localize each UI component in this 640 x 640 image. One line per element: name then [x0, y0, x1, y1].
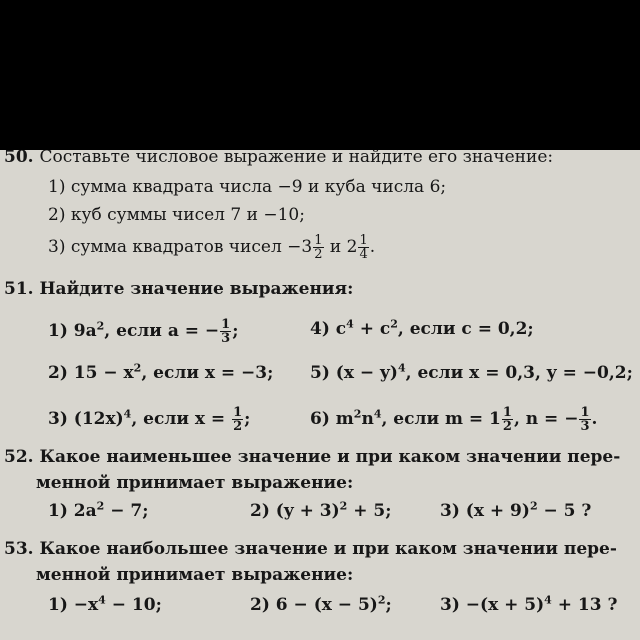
- item-text: 1) 9a: [48, 321, 97, 341]
- exponent: 4: [544, 593, 552, 607]
- exponent: 2: [96, 319, 105, 333]
- item-text: , n = −: [513, 409, 579, 429]
- problem-52-item-2: [250, 500, 392, 522]
- fraction: [579, 406, 590, 433]
- exponent: 4: [98, 593, 106, 607]
- numerator: 1: [502, 405, 512, 420]
- problem-51-item-5: [310, 362, 633, 384]
- item-text: , если m = 1: [381, 409, 501, 429]
- exponent: 2: [133, 361, 142, 375]
- numerator: 1: [314, 233, 323, 248]
- exponent: 4: [373, 407, 382, 421]
- exponent: 2: [353, 407, 362, 421]
- item-text: , если x = −3;: [141, 363, 274, 383]
- problem-53-title-cont: менной принимает выражение:: [36, 565, 354, 585]
- item-text: 3) −(x + 5): [440, 595, 545, 615]
- problem-50-header: [4, 150, 553, 168]
- exponent: 4: [346, 317, 354, 331]
- problem-53-item-1: [48, 594, 162, 616]
- exponent: 2: [529, 499, 538, 513]
- exponent: 2: [339, 499, 348, 513]
- fraction: [313, 234, 323, 261]
- denominator: 2: [233, 419, 243, 434]
- numerator: 1: [359, 233, 368, 248]
- item-text: , если a = −: [104, 321, 220, 341]
- problem-53-header: [4, 538, 617, 560]
- problem-title: Какое наибольшее значение и при каком значении пере-: [39, 539, 617, 559]
- item-text: 3) сумма квадратов чисел −3: [48, 237, 313, 257]
- fraction: [358, 234, 368, 261]
- problem-number: 52.: [4, 447, 34, 467]
- item-text: + 13 ?: [551, 595, 618, 615]
- item-text: 6) m: [310, 409, 354, 429]
- fraction: [502, 406, 513, 433]
- item-text: 4) c: [310, 319, 347, 339]
- item-text: , если c = 0,2;: [397, 319, 534, 339]
- item-text: ;: [385, 595, 392, 615]
- problem-title: Какое наименьшее значение и при каком значении пере-: [39, 447, 621, 467]
- problem-51-item-3: [48, 406, 250, 433]
- exponent: 2: [390, 317, 398, 331]
- item-text: 2) (y + 3): [250, 501, 340, 521]
- problem-number: 51.: [4, 279, 34, 299]
- problem-53-item-3: [440, 594, 617, 616]
- fraction: [220, 318, 231, 345]
- item-text: 1) −x: [48, 595, 99, 615]
- item-text: − 7;: [104, 501, 149, 521]
- problem-52-header: [4, 446, 620, 468]
- item-text: ;: [232, 321, 239, 341]
- problem-52-item-3: [440, 500, 591, 522]
- fraction: [232, 406, 243, 433]
- item-text: .: [369, 237, 376, 257]
- numerator: 1: [221, 317, 231, 332]
- denominator: 3: [580, 419, 590, 434]
- textbook-page: [0, 150, 640, 640]
- item-text: − 5 ?: [537, 501, 592, 521]
- item-text: 1) 2a: [48, 501, 97, 521]
- exponent: 4: [397, 361, 406, 375]
- problem-51-item-4: [310, 318, 534, 340]
- denominator: 3: [221, 331, 231, 346]
- item-text: 5) (x − y): [310, 363, 398, 383]
- item-text: 3) (x + 9): [440, 501, 530, 521]
- denominator: 2: [314, 247, 323, 262]
- item-text: 3) (12x): [48, 409, 124, 429]
- item-text: , если x =: [131, 409, 232, 429]
- problem-51-header: [4, 278, 353, 300]
- problem-51-item-6: [310, 406, 597, 433]
- problem-number: 53.: [4, 539, 34, 559]
- denominator: 2: [502, 419, 512, 434]
- item-text: n: [361, 409, 374, 429]
- item-text: − 10;: [105, 595, 162, 615]
- problem-52-title-cont: менной принимает выражение:: [36, 473, 354, 493]
- exponent: 4: [123, 407, 132, 421]
- problem-53-item-2: [250, 594, 392, 616]
- numerator: 1: [233, 405, 243, 420]
- item-text: и 2: [324, 237, 358, 257]
- numerator: 1: [580, 405, 590, 420]
- item-text: .: [591, 409, 598, 429]
- item-text: + 5;: [347, 501, 392, 521]
- problem-50-item-1: 1) сумма квадрата числа −9 и куба числа 6;: [48, 177, 447, 197]
- denominator: 4: [359, 247, 368, 262]
- item-text: ;: [244, 409, 251, 429]
- problem-51-item-2: [48, 362, 273, 384]
- problem-52-item-1: [48, 500, 148, 522]
- item-text: , если x = 0,3, y = −0,2;: [405, 363, 633, 383]
- problem-50-item-2: 2) куб суммы чисел 7 и −10;: [48, 205, 305, 225]
- exponent: 2: [96, 499, 105, 513]
- item-text: 2) 15 − x: [48, 363, 134, 383]
- problem-51-item-1: [48, 318, 238, 345]
- problem-50-item-3: [48, 234, 375, 261]
- problem-title: Составьте числовое выражение и найдите его значение:: [39, 150, 554, 167]
- item-text: 2) 6 − (x − 5): [250, 595, 378, 615]
- problem-number: 50.: [4, 150, 34, 167]
- problem-title: Найдите значение выражения:: [39, 279, 354, 299]
- exponent: 2: [377, 593, 386, 607]
- item-text: + c: [353, 319, 391, 339]
